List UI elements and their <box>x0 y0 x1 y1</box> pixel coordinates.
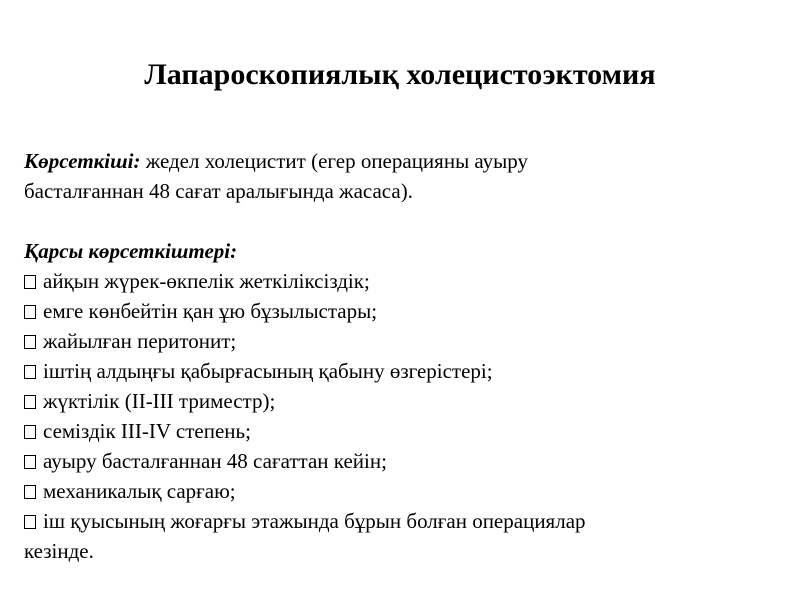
list-item: механикалық сарғаю; <box>24 476 784 506</box>
spacer <box>24 206 784 236</box>
list-item: іштің алдыңғы қабырғасының қабыну өзгерістері; <box>24 356 784 386</box>
bullet-box-icon <box>24 275 36 289</box>
bullet-box-icon <box>24 485 36 499</box>
list-item: жайылған перитонит; <box>24 326 784 356</box>
bullet-box-icon <box>24 455 36 469</box>
bullet-box-icon <box>24 335 36 349</box>
list-item-continuation: кезінде. <box>24 539 94 563</box>
list-item: жүктілік (II-III триместр); <box>24 386 784 416</box>
list-item: ауыру басталғаннан 48 сағаттан кейін; <box>24 446 784 476</box>
list-item: емге көнбейтін қан ұю бұзылыстары; <box>24 296 784 326</box>
indication-line-1 <box>24 146 784 176</box>
indication-text-1: жедел холецистит (егер операцияны ауыру <box>140 149 529 173</box>
indication-line-2: басталғаннан 48 сағат аралығында жасаса). <box>24 179 413 203</box>
bullet-box-icon <box>24 365 36 379</box>
list-item: айқын жүрек-өкпелік жеткіліксіздік; <box>24 266 784 296</box>
bullet-box-icon <box>24 395 36 409</box>
slide-body <box>24 146 784 566</box>
bullet-box-icon <box>24 425 36 439</box>
slide-title: Лапароскопиялық холецистоэктомия <box>144 58 656 91</box>
bullet-box-icon <box>24 515 36 529</box>
list-item: іш қуысының жоғарғы этажында бұрын болған операциялар <box>24 506 784 536</box>
contraindications-label: Қарсы көрсеткіштері: <box>24 239 238 263</box>
list-item: семіздік III-IV степень; <box>24 416 784 446</box>
bullet-box-icon <box>24 305 36 319</box>
indication-label: Көрсеткіші: <box>24 149 141 173</box>
